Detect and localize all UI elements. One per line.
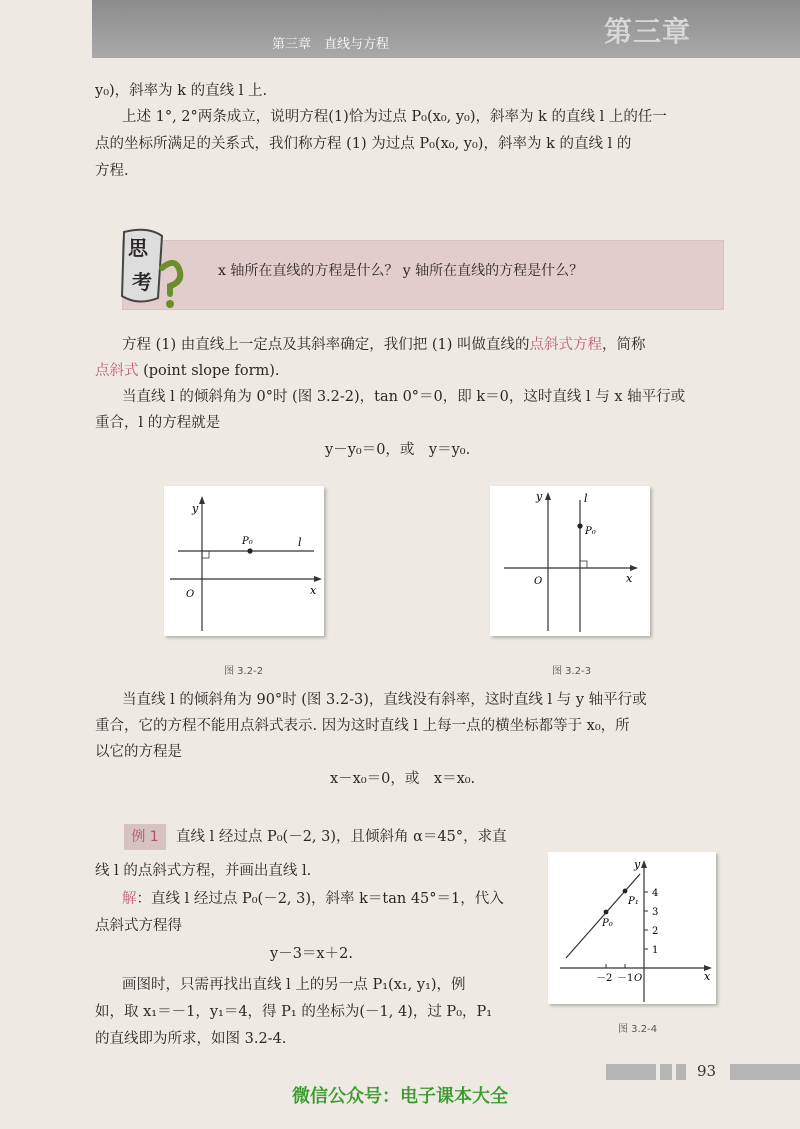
x-tick-label: －2 — [596, 973, 613, 984]
figure-3-2-3 — [490, 486, 650, 636]
line-l-label: l — [298, 536, 302, 549]
point-p1-label: P₁ — [628, 896, 639, 907]
figure-caption: 图 3.2-3 — [552, 666, 592, 677]
example-tag: 例 1 — [124, 824, 166, 850]
solution-line: 如，取 x₁＝－1，y₁＝4，得 P₁ 的坐标为(－1, 4)，过 P₀，P₁ — [95, 1004, 493, 1020]
origin-label: O — [186, 589, 195, 600]
y-axis-label: y — [536, 490, 543, 503]
example-line: 直线 l 经过点 P₀(－2, 3)，且倾斜角 α＝45°，求直 — [176, 829, 507, 845]
figure-3-2-4 — [548, 852, 716, 1004]
think-text: x 轴所在直线的方程是什么？ y 轴所在直线的方程是什么？ — [218, 263, 584, 279]
equation: x－x₀＝0，或 x＝x₀. — [330, 771, 476, 787]
x-axis-label: x — [626, 572, 633, 585]
term-point-slope-equation: 点斜式方程 — [529, 337, 603, 353]
paragraph-line: 当直线 l 的倾斜角为 0°时 (图 3.2-2)，tan 0°＝0，即 k＝0，这时直线 l 与 x 轴平行或 — [122, 389, 686, 405]
figure-3-2-2 — [164, 486, 324, 636]
paragraph-line: 方程. — [95, 163, 129, 179]
paragraph-line: 点的坐标所满足的关系式，我们称方程 (1) 为过点 P₀(x₀, y₀)，斜率为 k 的直线 l 的 — [95, 136, 632, 152]
y-tick-label: 2 — [652, 926, 659, 937]
paragraph-text: ，简称 — [602, 337, 646, 353]
equation: y－y₀＝0，或 y＝y₀. — [325, 442, 471, 458]
think-label-1: 思 — [128, 236, 148, 260]
equation: y－3＝x＋2. — [270, 946, 353, 962]
example-line: 线 l 的点斜式方程，并画出直线 l. — [95, 863, 312, 879]
solution-label: 解 — [122, 891, 137, 907]
y-tick-label: 1 — [652, 945, 659, 956]
chapter-badge-text: 第三章 — [604, 15, 692, 48]
paragraph-line: 以它的方程是 — [95, 744, 182, 760]
paragraph-line: 当直线 l 的倾斜角为 90°时 (图 3.2-3)，直线没有斜率，这时直线 l 与 y 轴平行或 — [122, 692, 647, 708]
line-l-label: l — [584, 492, 588, 505]
x-axis-label: x — [704, 970, 711, 983]
solution-text: ：直线 l 经过点 P₀(－2, 3)，斜率 k＝tan 45°＝1，代入 — [136, 891, 504, 907]
footer-bar-segment — [606, 1064, 656, 1080]
y-tick-label: 3 — [652, 907, 659, 918]
point-p0-label: P₀ — [602, 918, 613, 929]
paragraph-line: 重合，l 的方程就是 — [95, 415, 221, 431]
paragraph-line — [95, 358, 280, 385]
figure-caption: 图 3.2-2 — [224, 666, 264, 677]
origin-label: O — [634, 973, 643, 984]
point-p0-label: P₀ — [242, 536, 253, 547]
figure-caption: 图 3.2-4 — [618, 1024, 658, 1035]
term-point-slope: 点斜式 — [95, 363, 139, 379]
y-tick-label: 4 — [652, 888, 659, 899]
x-axis-label: x — [310, 584, 317, 597]
paragraph-line: 上述 1°, 2°两条成立，说明方程(1)恰为过点 P₀(x₀, y₀)，斜率为 k 的直线 l 上的任一 — [122, 109, 667, 125]
x-tick-label: －1 — [617, 973, 634, 984]
origin-label: O — [534, 576, 543, 587]
footer-bar-segment — [730, 1064, 800, 1080]
paragraph-line — [122, 332, 646, 359]
chapter-badge — [604, 10, 800, 58]
y-axis-label: y — [634, 858, 641, 871]
watermark-text: 微信公众号：电子课本大全 — [292, 1086, 508, 1107]
think-label-2: 考 — [132, 270, 152, 294]
point-p0-label: P₀ — [585, 526, 596, 537]
solution-line: 点斜式方程得 — [95, 918, 182, 934]
paragraph-text: (point slope form). — [138, 363, 280, 379]
y-axis-label: y — [192, 502, 199, 515]
solution-line: 的直线即为所求，如图 3.2-4. — [95, 1031, 287, 1047]
paragraph-line: 重合，它的方程不能用点斜式表示. 因为这时直线 l 上每一点的横坐标都等于 x₀，所 — [95, 718, 630, 734]
solution-line — [122, 886, 504, 913]
paragraph-text: 方程 (1) 由直线上一定点及其斜率确定，我们把 (1) 叫做直线的 — [122, 337, 530, 353]
page-number: 93 — [697, 1062, 717, 1080]
footer-bar-segment — [660, 1064, 672, 1080]
footer-bar-segment — [676, 1064, 686, 1080]
chapter-header-title: 第三章 直线与方程 — [272, 37, 390, 52]
solution-line: 画图时，只需再找出直线 l 上的另一点 P₁(x₁, y₁)，例 — [122, 977, 466, 993]
paragraph-line: y₀)，斜率为 k 的直线 l 上. — [95, 83, 268, 99]
